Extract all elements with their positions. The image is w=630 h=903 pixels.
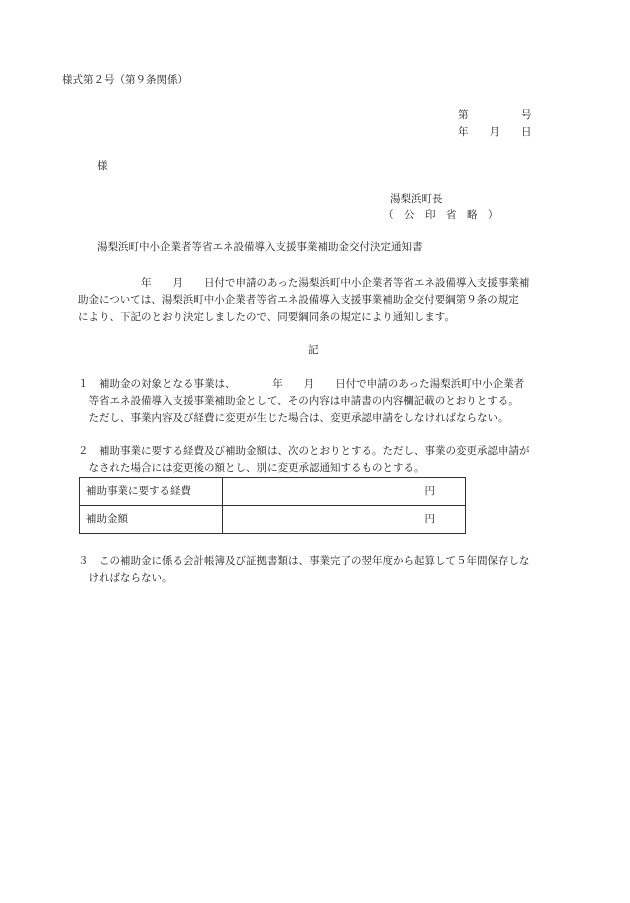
amount-table <box>79 477 466 534</box>
form-number-label: 様式第２号（第９条関係） <box>62 74 188 86</box>
subsidy-amount-cell <box>223 506 466 534</box>
item-line: ２ 補助事業に要する経費及び補助金額は、次のとおりとする。ただし、事業の変更承認申請が <box>78 445 530 457</box>
recipient-honorific: 様 <box>97 160 108 172</box>
subsidy-label: 補助金額 <box>80 506 223 534</box>
document-number-label: 第 号 <box>458 109 532 121</box>
ki-heading: 記 <box>308 344 319 356</box>
intro-line: 助金については、湯梨浜町中小企業者等省エネ設備導入支援事業補助金交付要綱第９条の規定 <box>78 294 519 306</box>
item-line: なされた場合には変更後の額とし、別に変更承認通知するものとする。 <box>78 462 425 474</box>
item-line: ただし、事業内容及び経費に変更が生じた場合は、変更承認申請をしなければならない。 <box>78 412 509 424</box>
yen-unit: 円 <box>424 485 435 498</box>
item-line: １ 補助金の対象となる事業は、 年 月 日付で申請のあった湯梨浜町中小企業者 <box>78 378 525 390</box>
intro-line: により、下記のとおり決定しましたので、同要綱同条の規定により通知します。 <box>78 311 455 323</box>
yen-unit: 円 <box>424 513 435 526</box>
item-line: ３ この補助金に係る会計帳簿及び証拠書類は、事業完了の翌年度から起算して５年間保存しな <box>78 555 530 567</box>
item-line: 等省エネ設備導入支援事業補助金として、その内容は申請書の内容欄記載のとおりとする。 <box>78 395 519 407</box>
seal-omitted-note: （ 公 印 省 略 ） <box>383 209 499 221</box>
table-row <box>80 506 466 534</box>
expense-label: 補助事業に要する経費 <box>80 478 223 506</box>
issue-date-label: 年 月 日 <box>458 126 532 138</box>
issuer-name: 湯梨浜町長 <box>390 193 443 205</box>
expense-amount-cell <box>223 478 466 506</box>
document-title: 湯梨浜町中小企業者等省エネ設備導入支援事業補助金交付決定通知書 <box>97 241 423 253</box>
item-line: ければならない。 <box>78 572 173 584</box>
table-row <box>80 478 466 506</box>
intro-line: 年 月 日付で申請のあった湯梨浜町中小企業者等省エネ設備導入支援事業補 <box>78 277 530 289</box>
